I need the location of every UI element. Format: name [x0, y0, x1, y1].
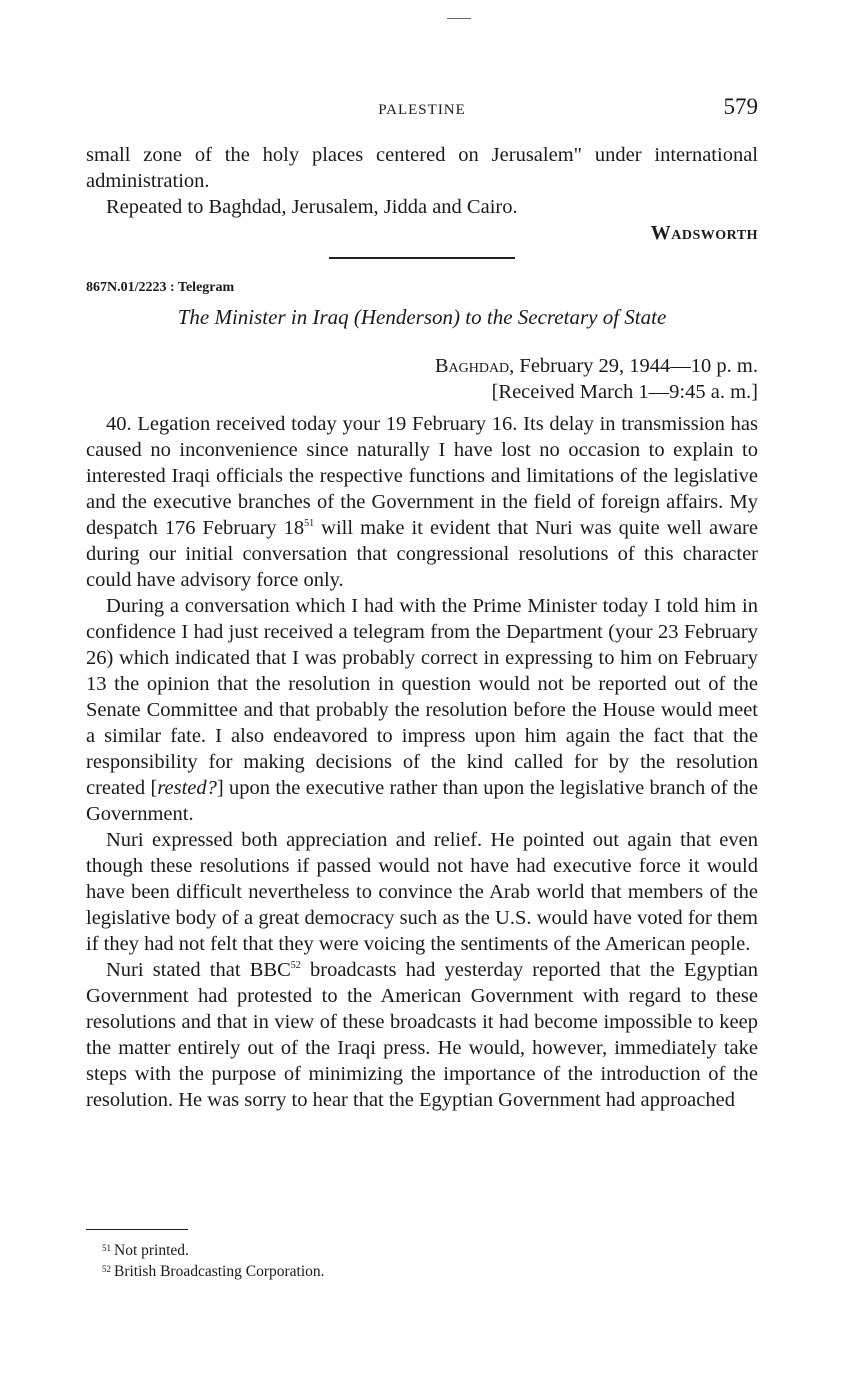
continuation-paragraph: small zone of the holy places centered on Jerusalem" under international administration. [86, 144, 758, 192]
paragraph-2-text-b: ] upon the executive rather than upon the legislative branch of the Government. [86, 777, 758, 825]
dateline-received: [Received March 1—9:45 a. m.] [491, 381, 758, 403]
paragraph-4-text-a: Nuri stated that BBC [106, 959, 291, 981]
running-title: PALESTINE [378, 102, 466, 118]
paragraph-1-text-b: will make it evident that Nuri was quite well aware during our initial conversation that congressional resolutions of this character could have advisory force only. [86, 517, 758, 591]
dateline-sent [435, 353, 758, 379]
paragraph-2-text-a: During a conversation which I had with the Prime Minister today I told him in confidence I had just received a telegram from the Department (your 23 February 26) which indicated that I was probably correct in expressing to him on February 13 the opinion that the resolution in question would not be reported out of the Senate Committee and that probably the resolution before the House would meet a similar fate. I also endeavored to impress upon him again the fact that the responsibility for making decisions of the kind called for by the resolution created [ [86, 595, 758, 799]
paragraph-2 [86, 593, 758, 827]
paragraph-3: Nuri expressed both appreciation and relief. He pointed out again that even though these resolutions if passed would not have had executive force it would have been difficult nevertheless to convince the Arab world that members of the legislative body of a great democracy such as the U.S. would have voted for them if they had not felt that they were voicing the sentiments of the American people. [86, 829, 758, 955]
document-title: The Minister in Iraq (Henderson) to the Secretary of State [177, 305, 667, 329]
repeated-to-paragraph: Repeated to Baghdad, Jerusalem, Jidda and Cairo. [106, 196, 518, 218]
continuation-text [86, 142, 758, 220]
footnote-rule [86, 1229, 188, 1230]
running-head [86, 94, 758, 124]
paragraph-1 [86, 411, 758, 593]
footnote-text: Not printed. [114, 1242, 189, 1259]
footnote-ref-51: 51 [304, 518, 315, 530]
section-divider [329, 257, 515, 259]
dateline-date: , February 29, 1944—10 p. m. [509, 355, 758, 377]
paragraph-2-italic: rested? [157, 777, 217, 799]
file-reference: 867N.01/2223 : Telegram [86, 280, 235, 295]
footnote-mark: 51 [102, 1243, 111, 1253]
dateline [435, 353, 758, 405]
footnote-mark: 52 [102, 1264, 111, 1274]
footnotes [102, 1239, 325, 1281]
paragraph-4 [86, 957, 758, 1113]
dateline-place: Baghdad [434, 355, 510, 377]
signature: Wadsworth [650, 222, 758, 244]
page-number: 579 [723, 94, 758, 119]
top-mark [447, 18, 471, 19]
paragraph-1-text-a: 40. Legation received today your 19 February 16. Its delay in transmission has caused no inconvenience since naturally I have lost no occasion to explain to interested Iraqi officials the respective functions and limitations of the legislative and the executive branches of the Government in the field of foreign affairs. My despatch 176 February 18 [86, 413, 758, 539]
paragraph-4-text-b: broadcasts had yesterday reported that the Egyptian Government had protested to the American Government with regard to these resolutions and that in view of these broadcasts it had become impossible to keep the matter entirely out of the Iraqi press. He would, however, immediately take steps with the purpose of minimizing the importance of the introduction of the resolution. He was sorry to hear that the Egyptian Government had approached [86, 959, 758, 1111]
footnote-ref-52: 52 [290, 960, 301, 972]
footnote-52 [102, 1260, 325, 1281]
footnote-51 [102, 1239, 325, 1260]
telegram-body [86, 411, 758, 1113]
footnote-text: British Broadcasting Corporation. [114, 1263, 325, 1280]
